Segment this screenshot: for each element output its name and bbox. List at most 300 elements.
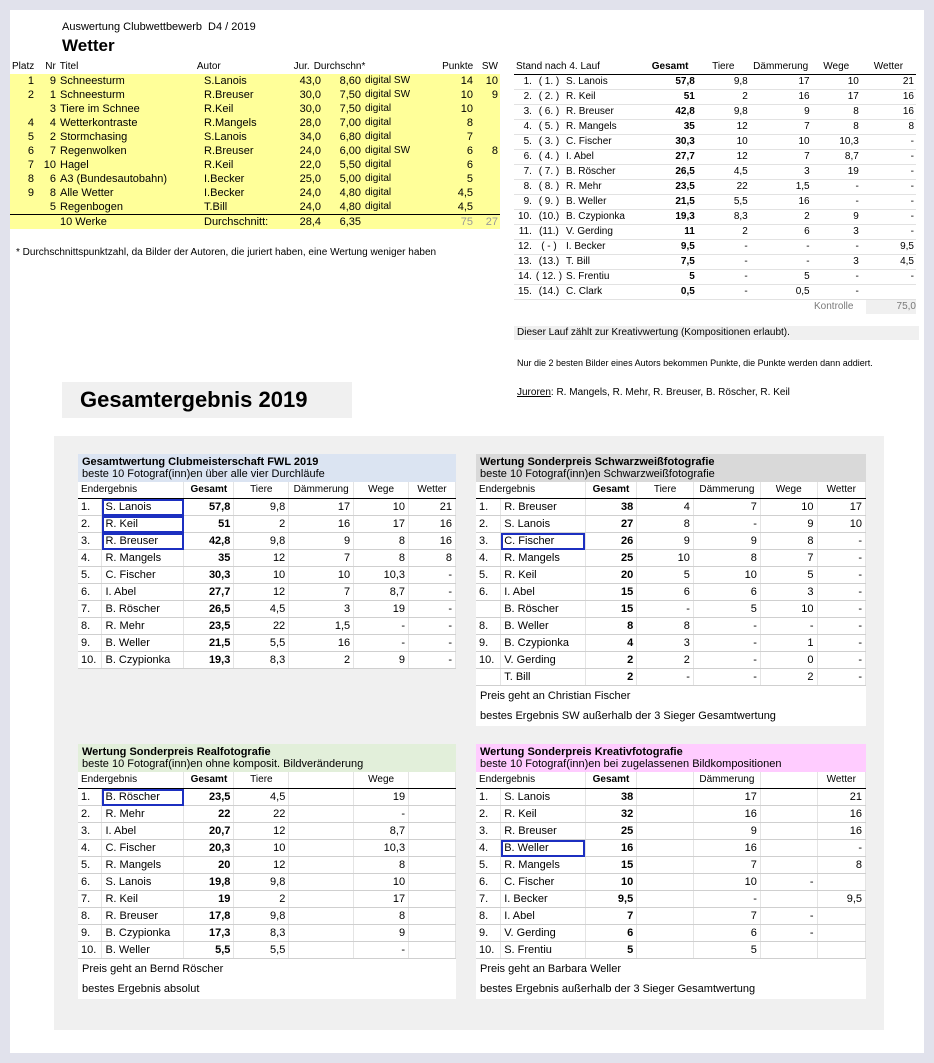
section-title: Gesamtwertung Clubmeisterschaft FWL 2019 — [82, 456, 319, 468]
standings-row — [514, 150, 916, 165]
standings-cell: 12 — [697, 120, 750, 135]
section-cell: 2 — [585, 669, 637, 686]
section-cell: 9,8 — [234, 499, 289, 516]
standings-cell: 3. — [514, 105, 534, 120]
standings-cell: - — [812, 240, 861, 255]
section-cell: 0 — [760, 652, 817, 669]
section-col-header — [289, 772, 354, 789]
standings-row — [514, 225, 916, 240]
section-cell: 27 — [585, 516, 637, 533]
section-cell: 2 — [760, 669, 817, 686]
section-row — [78, 567, 456, 584]
standings-cell: 0,5 — [643, 285, 696, 300]
section-cell: 27,7 — [184, 584, 234, 601]
results-cell: R.Keil — [204, 103, 234, 115]
section-cell: - — [817, 601, 865, 618]
section-cell: 10 — [693, 874, 760, 891]
section-cell: 15 — [585, 584, 637, 601]
section-cell: - — [693, 652, 760, 669]
standings-cell: 16 — [861, 105, 916, 120]
section-cell: 2. — [476, 516, 501, 533]
section-row — [78, 840, 456, 857]
results-cell: Tiere im Schnee — [60, 103, 140, 115]
section-cell: 15 — [585, 857, 637, 874]
standings-cell: 10 — [812, 75, 861, 90]
results-cell: 8 — [27, 173, 34, 185]
section-cell: 8 — [637, 516, 694, 533]
section-cell: 3. — [476, 823, 501, 840]
section-cell: 2 — [289, 652, 354, 669]
results-row — [10, 172, 500, 186]
standings-cell: - — [812, 270, 861, 285]
section-cell: 8. — [78, 908, 102, 925]
section-row — [476, 550, 866, 567]
standings-cell: ( 1. ) — [534, 75, 564, 90]
section-col-header: Gesamt — [585, 772, 637, 789]
section-row — [476, 601, 866, 618]
results-cell: 4 — [49, 117, 56, 129]
section-cell — [409, 891, 456, 908]
section-cell: - — [817, 584, 865, 601]
section-cell: B. Röscher — [102, 601, 184, 618]
standings-row — [514, 210, 916, 225]
results-col-header: Jur. — [293, 61, 310, 72]
section-cell: - — [760, 925, 817, 942]
section-cell: - — [817, 652, 865, 669]
standings-cell: 8,3 — [697, 210, 750, 225]
standings-row — [514, 75, 916, 90]
section-subtitle: beste 10 Fotograf(inn)en über alle vier Durchläufe — [82, 468, 325, 480]
section-cell: C. Fischer — [102, 840, 184, 857]
section-title: Wertung Sonderpreis Kreativfotografie — [480, 746, 683, 758]
standings-col-header: Stand nach 4. Lauf — [514, 60, 643, 75]
section-cell: 9,8 — [234, 533, 289, 550]
results-cell — [475, 172, 500, 186]
section-row — [476, 806, 866, 823]
results-cell: 7 — [49, 145, 56, 157]
results-row — [10, 102, 500, 116]
results-table — [10, 60, 500, 229]
results-cell: digital — [365, 187, 392, 198]
results-cell: R.Mangels — [204, 117, 257, 129]
section-cell: 2. — [78, 516, 102, 533]
section-cell — [760, 857, 817, 874]
results-cell: 6 — [466, 159, 473, 171]
standings-cell: 13. — [514, 255, 534, 270]
standings-row — [514, 90, 916, 105]
section-cell: R. Breuser — [102, 908, 184, 925]
section-cell: 26,5 — [184, 601, 234, 618]
section-cell: 26 — [585, 533, 637, 550]
standings-cell: 30,3 — [643, 135, 696, 150]
section-cell — [760, 806, 817, 823]
results-cell: 22,0 — [299, 159, 321, 171]
results-cell: 24,0 — [299, 201, 321, 213]
section-cell: T. Bill — [501, 669, 585, 686]
section-cell: 17 — [817, 499, 865, 516]
standings-cell: S. Lanois — [564, 75, 643, 90]
standings-row — [514, 285, 916, 300]
section-cell: 9 — [693, 823, 760, 840]
section-cell: - — [409, 618, 456, 635]
results-cell: 6 — [466, 145, 473, 157]
standings-cell: R. Mangels — [564, 120, 643, 135]
section-col-header: Endergebnis — [78, 772, 184, 789]
standings-cell: 5 — [750, 270, 812, 285]
section-col-header: Tiere — [637, 482, 694, 499]
standings-cell: - — [750, 255, 812, 270]
section-cell: C. Fischer — [501, 874, 585, 891]
standings-cell: ( 9. ) — [534, 195, 564, 210]
section-cell: B. Weller — [501, 618, 585, 635]
section-col-header: Dämmerung — [693, 482, 760, 499]
results-cell: digital — [365, 201, 392, 212]
section-col-header-row — [476, 482, 866, 499]
standings-col-header: Wetter — [861, 60, 916, 75]
results-cell: 43,0 — [299, 75, 321, 87]
results-cell: I.Becker — [204, 187, 245, 199]
section-cell: - — [354, 635, 409, 652]
section-cell: 1,5 — [289, 618, 354, 635]
section-row — [78, 823, 456, 840]
section-cell — [637, 840, 694, 857]
section-footer-line: Preis geht an Christian Fischer — [480, 690, 631, 702]
section-cell: 21 — [817, 789, 865, 806]
results-cell: 4,5 — [457, 201, 473, 213]
section-cell: 22 — [184, 806, 234, 823]
standings-cell: 51 — [643, 90, 696, 105]
results-cell: R.Breuser — [204, 145, 254, 157]
results-cell: 4 — [27, 117, 34, 129]
section-cell: 19 — [354, 789, 409, 806]
standings-cell: - — [750, 240, 812, 255]
section-row — [476, 669, 866, 686]
standings-cell: ( 8. ) — [534, 180, 564, 195]
section-cell: - — [817, 669, 865, 686]
results-cell: digital — [365, 159, 392, 170]
results-cell: 6,00 — [339, 145, 361, 157]
results-cell — [475, 130, 500, 144]
section-cell: 1. — [476, 499, 501, 516]
results-col-header — [367, 60, 435, 74]
summary-cell: Durchschnitt: — [204, 216, 269, 228]
standings-cell: - — [812, 195, 861, 210]
standings-cell: ( 6. ) — [534, 105, 564, 120]
section-cell: 8 — [585, 618, 637, 635]
section-cell: B. Weller — [102, 942, 184, 959]
standings-cell: 8 — [812, 120, 861, 135]
results-cell: 3 — [49, 103, 56, 115]
section-cell: - — [409, 652, 456, 669]
results-cell: 9 — [491, 89, 498, 101]
standings-cell: 14. — [514, 270, 534, 285]
results-cell: 5,50 — [339, 159, 361, 171]
section-cell: 1. — [78, 499, 102, 516]
results-summary-row — [10, 215, 500, 230]
standings-cell: S. Frentiu — [564, 270, 643, 285]
results-col-header: Punkte — [442, 61, 474, 72]
results-row — [10, 130, 500, 144]
section-cell: I. Becker — [501, 891, 585, 908]
section-cell: 19,8 — [184, 874, 234, 891]
section-cell: - — [354, 618, 409, 635]
section-cell: 12 — [234, 584, 289, 601]
standings-col-header: Gesamt — [643, 60, 696, 75]
section-cell: 6 — [585, 925, 637, 942]
standings-cell: 4,5 — [861, 255, 916, 270]
section-cell: 17 — [693, 789, 760, 806]
standings-cell: 23,5 — [643, 180, 696, 195]
summary-cell: 10 Werke — [60, 216, 107, 228]
standings-row — [514, 165, 916, 180]
results-cell: 25,0 — [299, 173, 321, 185]
standings-cell: 57,8 — [643, 75, 696, 90]
results-row — [10, 186, 500, 200]
standings-cell: 19 — [812, 165, 861, 180]
section-title: Wertung Sonderpreis Schwarzweißfotografie — [480, 456, 715, 468]
standings-cell: - — [697, 270, 750, 285]
standings-cell: B. Czypionka — [564, 210, 643, 225]
section-row — [78, 533, 456, 550]
standings-cell: V. Gerding — [564, 225, 643, 240]
standings-row — [514, 180, 916, 195]
section-subtitle: beste 10 Fotograf(inn)en Schwarzweißfotografie — [480, 468, 715, 480]
section-col-header: Wege — [760, 482, 817, 499]
standings-cell: 10,3 — [812, 135, 861, 150]
section-cell — [637, 891, 694, 908]
results-cell: 30,0 — [299, 89, 321, 101]
section-cell: 9. — [78, 925, 102, 942]
section-col-header: Tiere — [234, 482, 289, 499]
section-cell — [817, 925, 865, 942]
results-cell: 24,0 — [299, 187, 321, 199]
section-col-header: Wetter — [817, 482, 865, 499]
section-cell: 8 — [817, 857, 865, 874]
standings-cell: ( 3. ) — [534, 135, 564, 150]
results-cell: 7 — [27, 159, 34, 171]
section-cell — [637, 789, 694, 806]
section-row — [476, 584, 866, 601]
section-footer-line: bestes Ergebnis absolut — [82, 983, 200, 995]
standings-cell: (11.) — [534, 225, 564, 240]
section-cell: 4. — [78, 550, 102, 567]
results-cell: digital — [365, 103, 392, 114]
standings-cell: - — [812, 285, 861, 300]
standings-cell: 4. — [514, 120, 534, 135]
results-cell: 10 — [43, 159, 56, 171]
control-value: 75,0 — [866, 300, 916, 314]
section-cell: 5. — [78, 857, 102, 874]
standings-cell: 9,8 — [697, 75, 750, 90]
section-cell: 6. — [476, 584, 501, 601]
section-cell: 8,3 — [234, 652, 289, 669]
standings-row — [514, 105, 916, 120]
section-cell: 5. — [476, 567, 501, 584]
section-cell: 8 — [354, 550, 409, 567]
section-cell: 10. — [78, 652, 102, 669]
section-cell: 9,8 — [234, 908, 289, 925]
section-cell: - — [409, 635, 456, 652]
standings-cell: - — [861, 135, 916, 150]
standings-cell: - — [697, 285, 750, 300]
section-cell: - — [817, 550, 865, 567]
section-cell: - — [409, 584, 456, 601]
results-cell: Schneesturm — [60, 89, 125, 101]
standings-cell: (10.) — [534, 210, 564, 225]
standings-cell: 12. — [514, 240, 534, 255]
section-cell — [289, 874, 354, 891]
results-cell: R.Breuser — [204, 89, 254, 101]
results-row — [10, 158, 500, 172]
section-col-header: Dämmerung — [693, 772, 760, 789]
results-cell: 30,0 — [299, 103, 321, 115]
section-header — [78, 744, 456, 772]
results-cell: A3 (Bundesautobahn) — [60, 173, 168, 185]
standings-cell: 10. — [514, 210, 534, 225]
standings-cell: 6. — [514, 150, 534, 165]
section-subtitle: beste 10 Fotograf(inn)en bei zugelassenen Bildkompositionen — [480, 758, 782, 770]
section-cell: R. Breuser — [501, 823, 585, 840]
section-cell: 4 — [585, 635, 637, 652]
results-cell — [475, 200, 500, 215]
round-label: D4 / 2019 — [208, 21, 256, 33]
standings-cell: 42,8 — [643, 105, 696, 120]
section-cell: - — [760, 908, 817, 925]
section-cell: 23,5 — [184, 618, 234, 635]
section-row — [78, 618, 456, 635]
section-row — [476, 618, 866, 635]
section-cell: S. Lanois — [102, 499, 184, 516]
section-cell: 5. — [78, 567, 102, 584]
section-cell: 3. — [476, 533, 501, 550]
standings-cell: 11. — [514, 225, 534, 240]
standings-cell: 7. — [514, 165, 534, 180]
standings-cell: 5. — [514, 135, 534, 150]
section-cell: 9 — [354, 925, 409, 942]
results-cell: 9 — [27, 187, 34, 199]
section-cell: S. Lanois — [501, 789, 585, 806]
summary-cell: 27 — [485, 216, 498, 228]
section-cell: 16 — [409, 533, 456, 550]
results-cell: 6,80 — [339, 131, 361, 143]
section-cell: 6. — [78, 584, 102, 601]
standings-cell: - — [861, 180, 916, 195]
section-cell: 7 — [693, 857, 760, 874]
section-footer-line: Preis geht an Barbara Weller — [480, 963, 622, 975]
section-row — [78, 789, 456, 806]
section-cell: B. Weller — [102, 635, 184, 652]
results-col-header: Autor — [196, 61, 221, 72]
section-cell: 19,3 — [184, 652, 234, 669]
section-cell: - — [409, 567, 456, 584]
section-cell: - — [817, 567, 865, 584]
results-cell: 8 — [491, 145, 498, 157]
section-row — [78, 942, 456, 959]
section-col-header — [409, 772, 456, 789]
section-cell — [409, 925, 456, 942]
section-cell — [409, 908, 456, 925]
results-cell: 9 — [49, 75, 56, 87]
section-cell: 9,8 — [234, 874, 289, 891]
section-header — [476, 744, 866, 772]
section-cell: 10,3 — [354, 840, 409, 857]
section-col-header: Gesamt — [184, 772, 234, 789]
standings-cell: 5 — [643, 270, 696, 285]
results-col-header: SW — [481, 61, 498, 72]
section-cell: R. Keil — [501, 567, 585, 584]
section-cell: 5 — [760, 567, 817, 584]
section-cell: 17 — [354, 516, 409, 533]
section-cell: 12 — [234, 823, 289, 840]
section-cell — [476, 601, 501, 618]
standings-row — [514, 240, 916, 255]
standings-col-header: Dämmerung — [750, 60, 812, 75]
section-real-photography — [78, 744, 456, 999]
standings-cell: ( 7. ) — [534, 165, 564, 180]
section-col-header-row — [476, 772, 866, 789]
section-cell: 7. — [78, 601, 102, 618]
standings-cell: 2 — [697, 90, 750, 105]
standings-cell: 3 — [812, 225, 861, 240]
section-cell: 32 — [585, 806, 637, 823]
section-col-header: Wege — [354, 772, 409, 789]
standings-cell: 9,5 — [861, 240, 916, 255]
section-cell: 9,5 — [585, 891, 637, 908]
section-cell: 10 — [585, 874, 637, 891]
section-cell: 16 — [817, 806, 865, 823]
standings-header-row — [514, 60, 916, 75]
section-row — [78, 550, 456, 567]
section-cell: B. Czypionka — [501, 635, 585, 652]
standings-row — [514, 195, 916, 210]
section-col-header: Gesamt — [585, 482, 637, 499]
section-cell: R. Mangels — [102, 550, 184, 567]
standings-cell: B. Röscher — [564, 165, 643, 180]
standings-cell: I. Abel — [564, 150, 643, 165]
section-bw-photography — [476, 454, 866, 726]
results-cell: 4,80 — [339, 201, 361, 213]
results-cell: 6 — [27, 145, 34, 157]
section-cell: 22 — [234, 806, 289, 823]
standings-cell: 35 — [643, 120, 696, 135]
section-cell: 7 — [289, 584, 354, 601]
results-cell: digital SW — [365, 75, 411, 86]
section-row — [78, 499, 456, 516]
section-cell — [409, 840, 456, 857]
section-col-header: Tiere — [234, 772, 289, 789]
results-cell: digital SW — [365, 89, 411, 100]
section-cell — [289, 908, 354, 925]
section-cell: 9 — [760, 516, 817, 533]
section-cell: 8. — [78, 618, 102, 635]
standings-cell: - — [861, 225, 916, 240]
standings-cell: (14.) — [534, 285, 564, 300]
section-cell — [289, 942, 354, 959]
section-cell: 8 — [693, 550, 760, 567]
section-cell: 9 — [289, 533, 354, 550]
section-row — [476, 567, 866, 584]
section-cell: 16 — [289, 635, 354, 652]
section-cell: 38 — [585, 499, 637, 516]
section-cell: 8 — [354, 908, 409, 925]
section-cell: 2. — [78, 806, 102, 823]
standings-cell: 9. — [514, 195, 534, 210]
standings-cell: 3 — [750, 165, 812, 180]
section-cell: 1. — [78, 789, 102, 806]
section-row — [78, 635, 456, 652]
section-cell — [289, 823, 354, 840]
results-cell: 5 — [49, 201, 56, 213]
